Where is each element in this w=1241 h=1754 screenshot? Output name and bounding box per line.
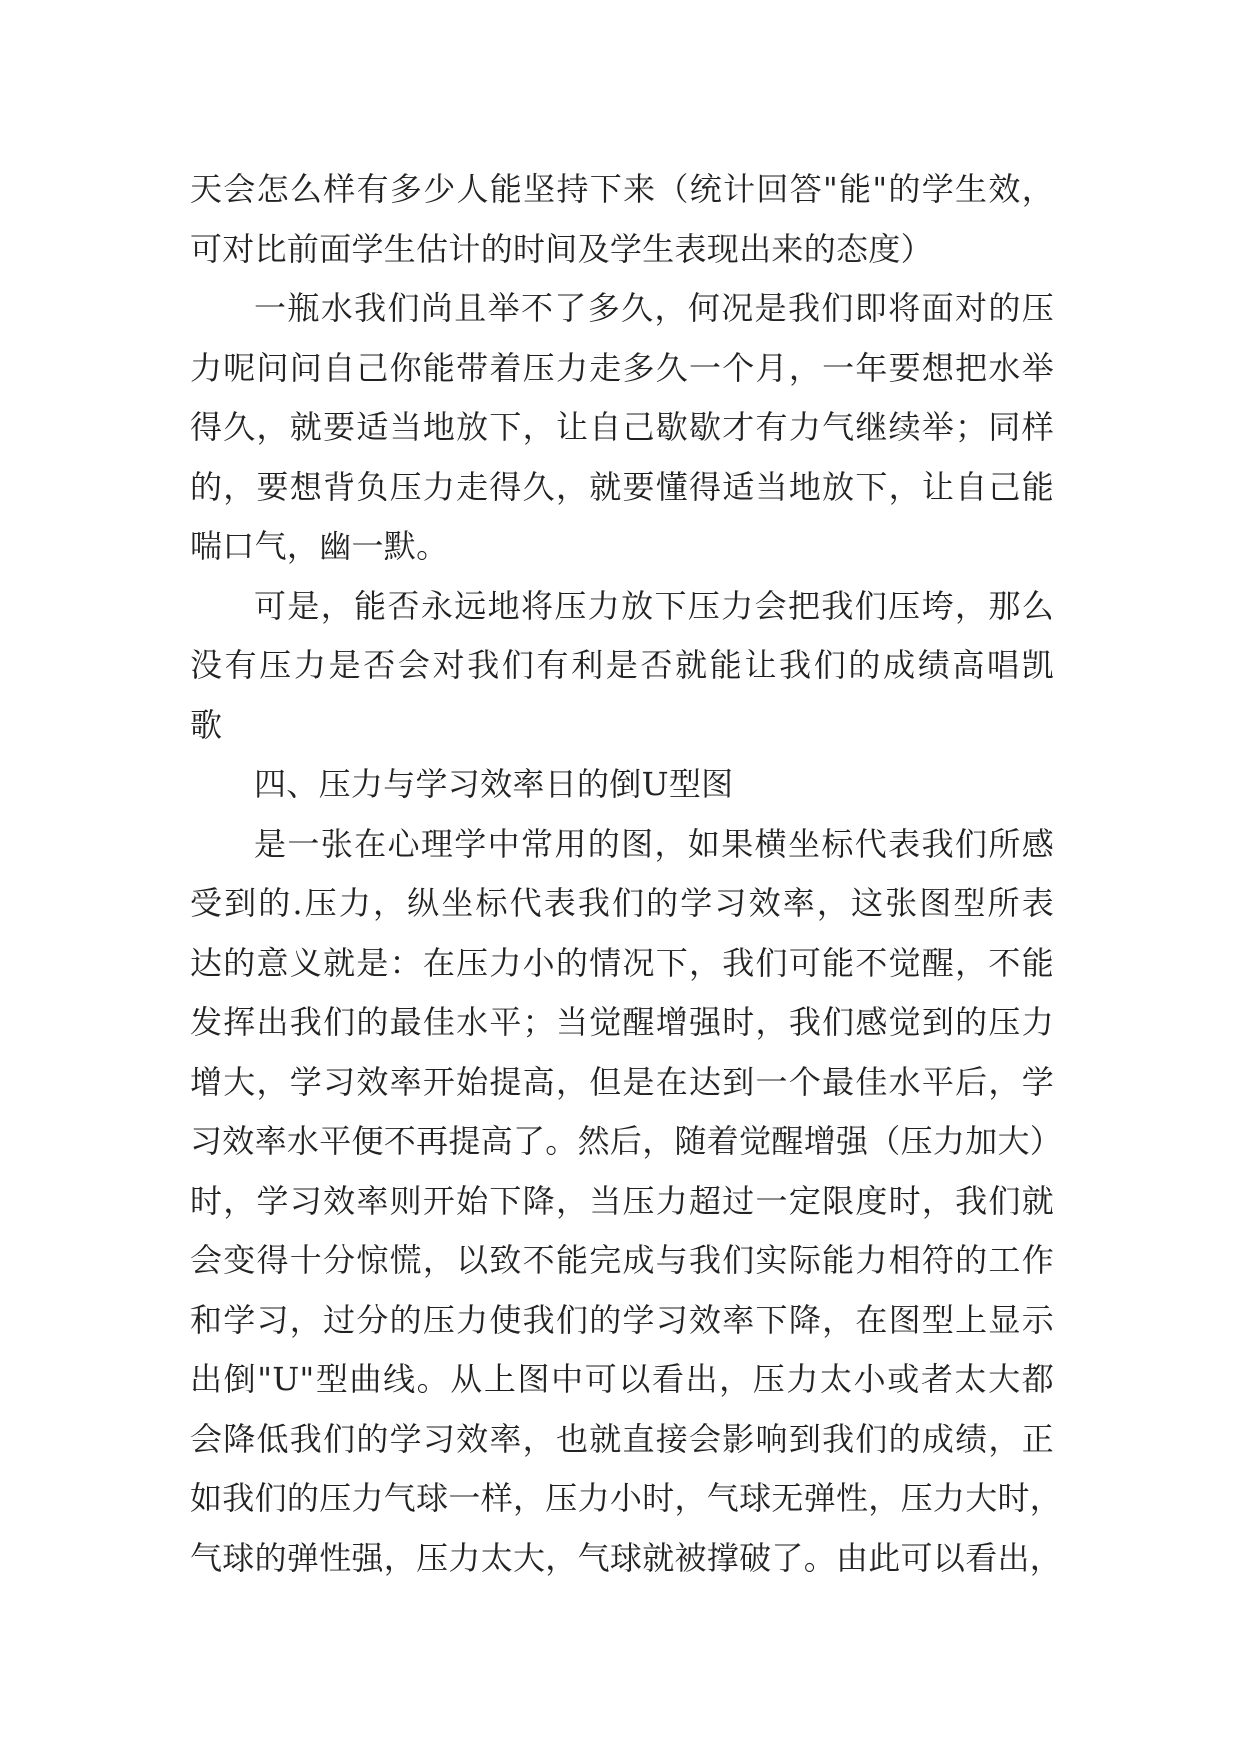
text-line: 得久，就要适当地放下，让自己歇歇才有力气继续举；同样 bbox=[190, 408, 1054, 446]
text-line: 和学习，过分的压力使我们的学习效率下降，在图型上显示 bbox=[190, 1300, 1054, 1339]
text-line: 会变得十分惊慌，以致不能完成与我们实际能力相符的工作 bbox=[190, 1241, 1054, 1279]
text-line: 力呢问问自己你能带着压力走多久一个月，一年要想把水举 bbox=[190, 348, 1054, 387]
document-body bbox=[190, 160, 1063, 1588]
paragraph bbox=[190, 577, 1054, 756]
text-line: 没有压力是否会对我们有利是否就能让我们的成绩高唱凯 bbox=[190, 646, 1054, 684]
text-line: 达的意义就是：在压力小的情况下，我们可能不觉醒，不能 bbox=[190, 943, 1054, 982]
text-line: 气球的弹性强，压力太大，气球就被撑破了。由此可以看出， bbox=[190, 1538, 1063, 1577]
text-line: 如我们的压力气球一样，压力小时，气球无弹性，压力大时， bbox=[190, 1479, 1063, 1517]
text-line: 是一张在心理学中常用的图，如果横坐标代表我们所感 bbox=[254, 824, 1054, 863]
paragraph bbox=[190, 160, 1054, 279]
text-line: 增大，学习效率开始提高，但是在达到一个最佳水平后，学 bbox=[190, 1062, 1054, 1101]
text-line: 会降低我们的学习效率，也就直接会影响到我们的成绩，正 bbox=[190, 1419, 1054, 1458]
text-line: 四、压力与学习效率日的倒U型图 bbox=[254, 765, 734, 803]
paragraph bbox=[190, 279, 1054, 577]
text-line: 喘口气，幽一默。 bbox=[190, 527, 449, 565]
text-line: 的，要想背负压力走得久，就要懂得适当地放下，让自己能 bbox=[190, 467, 1054, 506]
text-line: 一瓶水我们尚且举不了多久，何况是我们即将面对的压 bbox=[254, 289, 1054, 327]
text-line: 可是，能否永远地将压力放下压力会把我们压垮，那么 bbox=[254, 586, 1054, 625]
text-line: 出倒"U"型曲线。从上图中可以看出，压力太小或者太大都 bbox=[190, 1360, 1054, 1398]
text-line: 发挥出我们的最佳水平；当觉醒增强时，我们感觉到的压力 bbox=[190, 1003, 1054, 1041]
text-line: 天会怎么样有多少人能坚持下来（统计回答"能"的学生效， bbox=[190, 170, 1054, 208]
text-line: 可对比前面学生估计的时间及学生表现出来的态度） bbox=[190, 229, 933, 268]
paragraph bbox=[190, 755, 1054, 815]
text-line: 受到的.压力，纵坐标代表我们的学习效率，这张图型所表 bbox=[190, 884, 1054, 922]
paragraph bbox=[190, 815, 1063, 1589]
text-line: 歌 bbox=[190, 705, 223, 744]
text-line: 习效率水平便不再提高了。然后，随着觉醒增强（压力加大） bbox=[190, 1122, 1063, 1160]
text-line: 时，学习效率则开始下降，当压力超过一定限度时，我们就 bbox=[190, 1181, 1054, 1220]
